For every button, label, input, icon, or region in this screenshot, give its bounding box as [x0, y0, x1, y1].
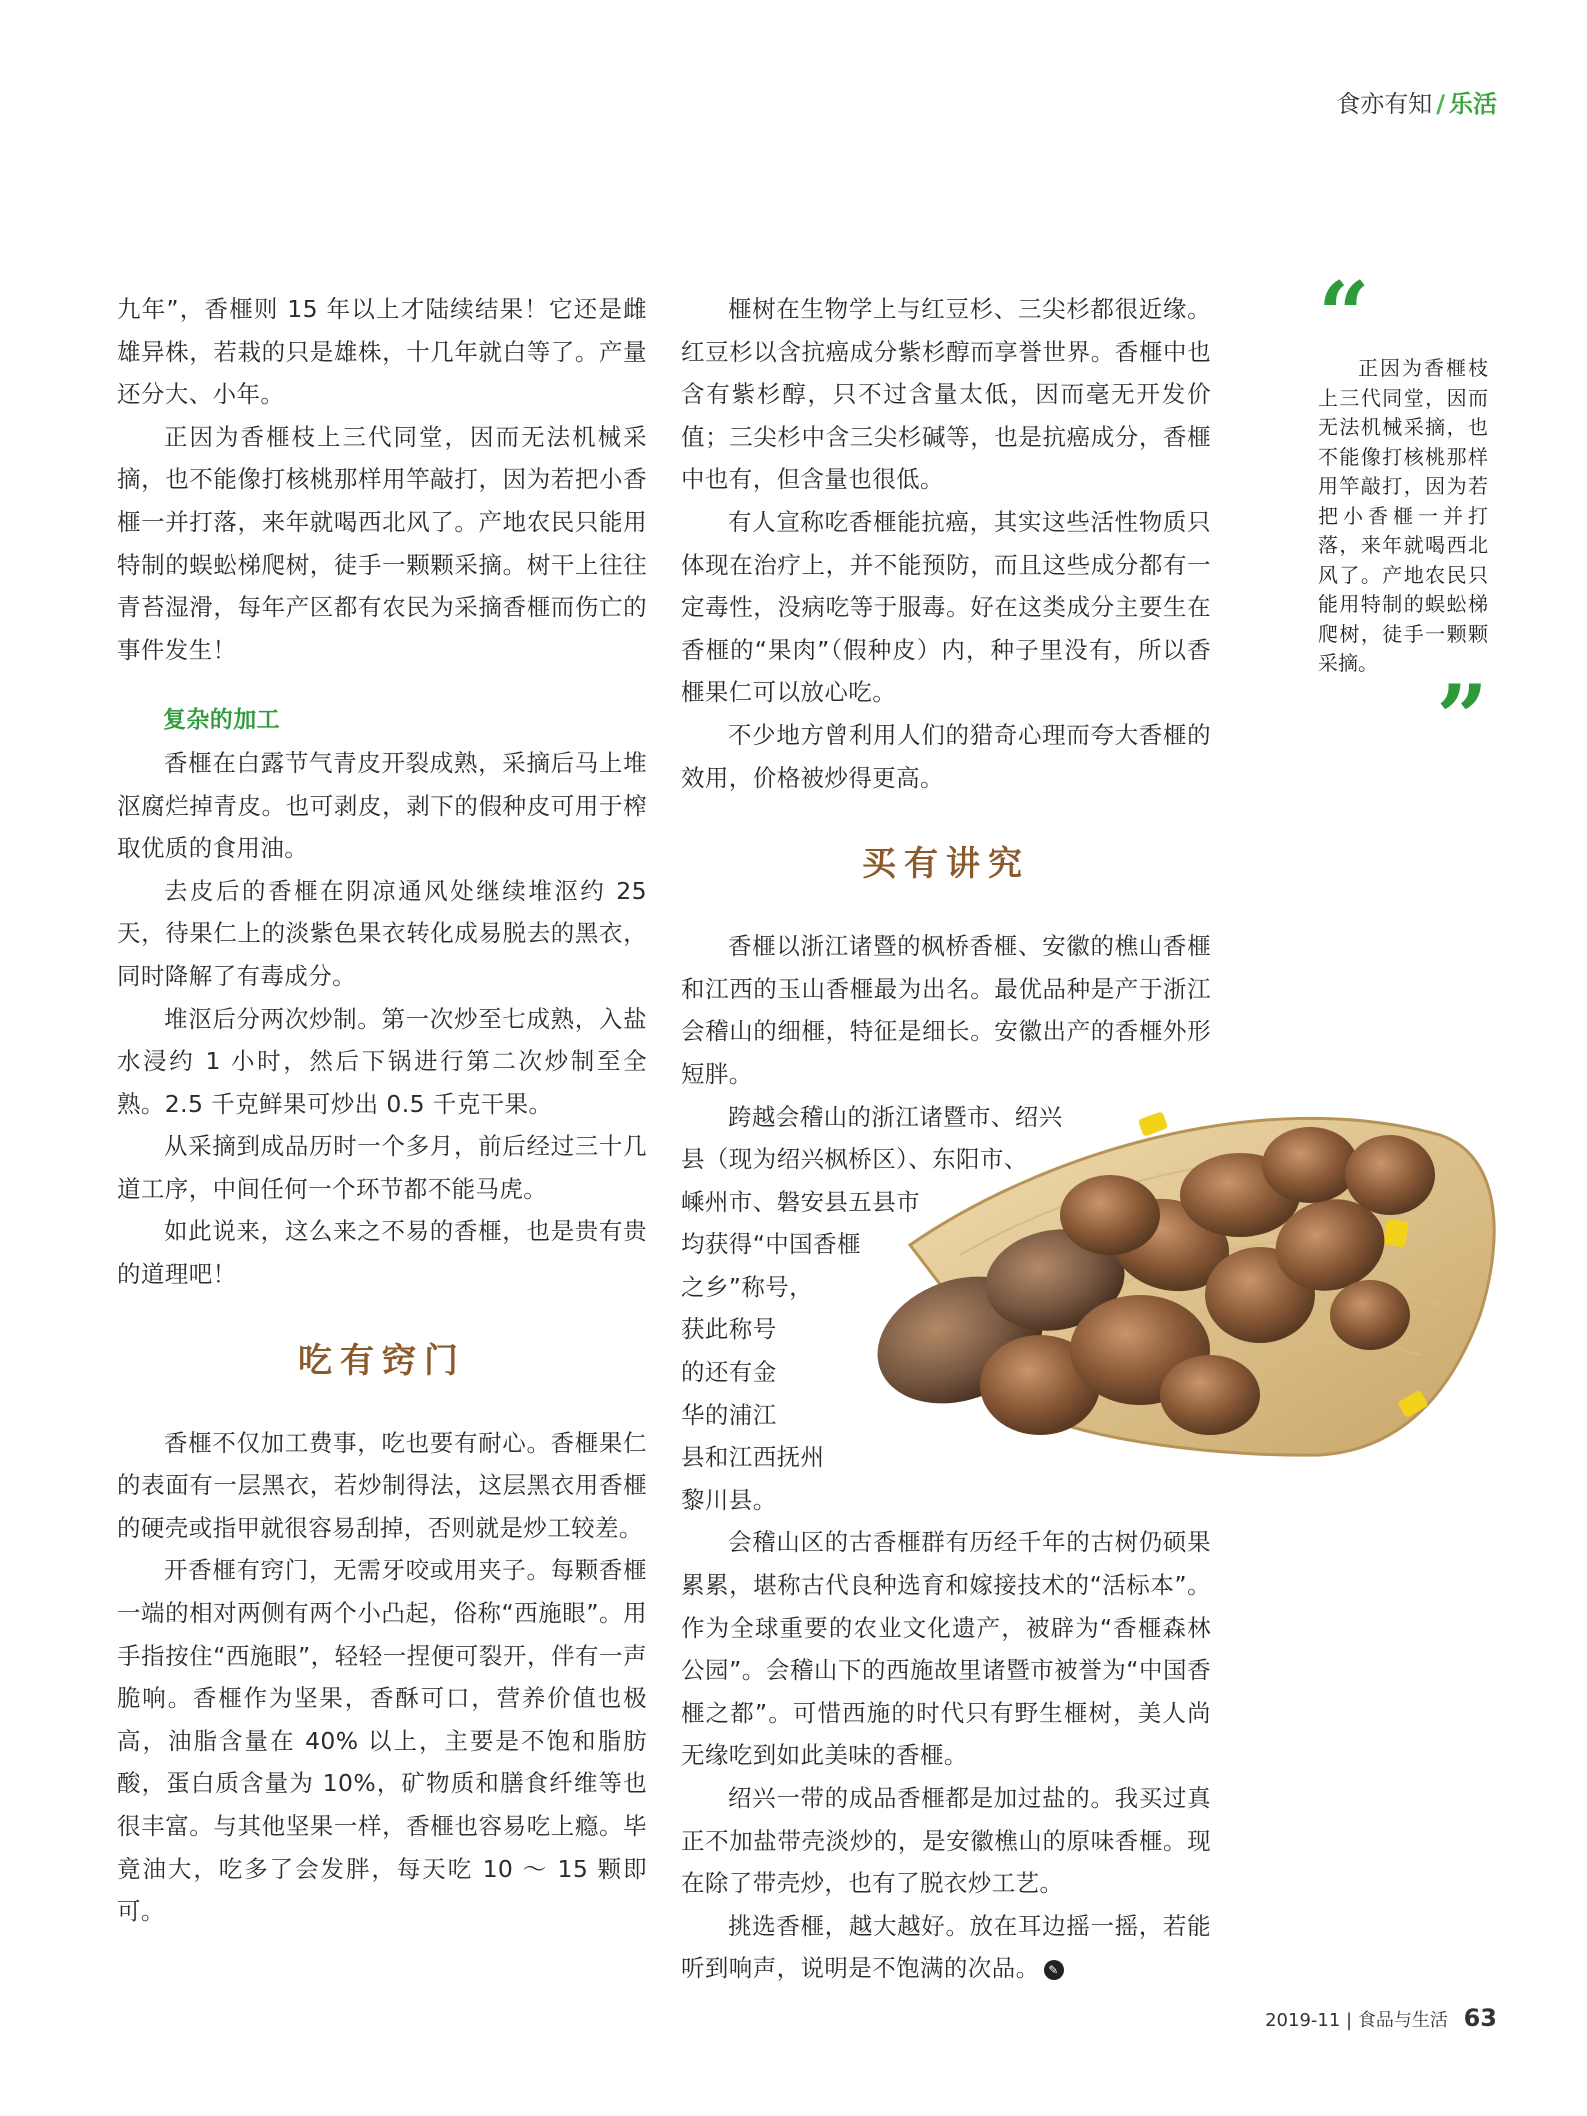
torreya-nuts-basket-image	[840, 1095, 1510, 1465]
wrap-line: 均获得“中国香榧	[681, 1230, 861, 1259]
wrap-line: 嵊州市、磐安县五县市	[681, 1187, 920, 1216]
section-title-eating: 吃有窍门	[298, 1340, 466, 1381]
issue-date: 2019-11	[1265, 2010, 1341, 2031]
end-mark-icon: ✎	[1044, 1960, 1064, 1980]
spacer	[117, 671, 647, 699]
subheading: 复杂的加工	[163, 707, 280, 734]
column-left	[117, 288, 647, 1933]
paragraph: 堆沤后分两次炒制。第一次炒至七成熟，入盐水浸约 1 小时，然后下锅进行第二次炒制至全熟。2.5 千克鲜果可炒出 0.5 千克干果。	[117, 1004, 647, 1118]
paragraph: 香榧在白露节气青皮开裂成熟，采摘后马上堆沤腐烂掉青皮。也可剥皮，剥下的假种皮可用于榨取优质的食用油。	[117, 748, 647, 863]
paragraph: 九年”，香榧则 15 年以上才陆续结果！它还是雌雄异株，若栽的只是雄株，十几年就白等了。产量还分大、小年。	[117, 295, 647, 409]
paragraph: 绍兴一带的成品香榧都是加过盐的。我买过真正不加盐带壳淡炒的，是安徽樵山的原味香榧。现在除了带壳炒，也有了脱衣炒工艺。	[681, 1784, 1211, 1898]
wrap-line: 跨越会稽山的浙江诸暨市、绍兴	[728, 1102, 1063, 1131]
paragraph: 如此说来，这么来之不易的香榧，也是贵有贵的道理吧！	[117, 1217, 647, 1289]
wrap-line: 华的浦江	[681, 1400, 777, 1429]
paragraph: 会稽山区的古香榧群有历经千年的古树仍硕果累累，堪称古代良种选育和嫁接技术的“活标本”。作为全球重要的农业文化遗产，被辟为“香榧森林公园”。会稽山下的西施故里诸暨市被誉为“中国香榧之都”。可惜西施的时代只有野生榧树，美人尚无缘吃到如此美味的香榧。	[681, 1528, 1211, 1770]
page-footer	[1265, 2004, 1497, 2032]
wrap-line: 县和江西抚州	[681, 1443, 825, 1472]
paragraph: 正因为香榧枝上三代同堂，因而无法机械采摘，也不能像打核桃那样用竿敲打，因为若把小香榧一并打落，来年就喝西北风了。产地农民只能用特制的蜈蚣梯爬树，徒手一颗颗采摘。树干上往往青苔湿滑，每年产区都有农民为采摘香榧而伤亡的事件发生！	[117, 422, 647, 664]
quote-close-icon: ”	[1436, 664, 1488, 771]
paragraph-text: 挑选香榧，越大越好。放在耳边摇一摇，若能听到响声，说明是不饱满的次品。	[681, 1911, 1211, 1983]
paragraph: 榧树在生物学上与红豆杉、三尖杉都很近缘。红豆杉以含抗癌成分紫杉醇而享誉世界。香榧中也含有紫杉醇，只不过含量太低，因而毫无开发价值；三尖杉中含三尖杉碱等，也是抗癌成分，香榧中也有，但含量也很低。	[681, 295, 1211, 494]
wrap-line: 黎川县。	[681, 1485, 777, 1514]
paragraph: 去皮后的香榧在阴凉通风处继续堆沤约 25 天，待果仁上的淡紫色果衣转化成易脱去的黑衣，同时降解了有毒成分。	[117, 876, 647, 990]
running-header	[1336, 84, 1497, 119]
paragraph: 香榧以浙江诸暨的枫桥香榧、安徽的樵山香榧和江西的玉山香榧最为出名。最优品种是产于浙江会稽山的细榧，特征是细长。安徽出产的香榧外形短胖。	[681, 932, 1211, 1088]
paragraph: 香榧不仅加工费事，吃也要有耐心。香榧果仁的表面有一层黑衣，若炒制得法，这层黑衣用香榧的硬壳或指甲就很容易刮掉，否则就是炒工较差。	[117, 1428, 647, 1542]
wrap-line: 获此称号	[681, 1315, 777, 1344]
wrap-line: 之乡”称号，	[681, 1272, 814, 1301]
page-number: 63	[1463, 2004, 1497, 2032]
paragraph: 有人宣称吃香榧能抗癌，其实这些活性物质只体现在治疗上，并不能预防，而且这些成分都有一定毒性，没病吃等于服毒。好在这类成分主要生在香榧的“果肉”（假种皮）内，种子里没有，所以香榧果仁可以放心吃。	[681, 507, 1211, 707]
paragraph	[681, 1905, 1211, 1990]
wrap-line: 的还有金	[681, 1358, 777, 1387]
magazine-name: 食品与生活	[1357, 2010, 1448, 2031]
section-tag: 乐活	[1449, 90, 1497, 118]
pull-quote-text: 正因为香榧枝上三代同堂，因而无法机械采摘，也不能像打核桃那样用竿敲打，因为若把小香榧一并打落，来年就喝西北风了。产地农民只能用特制的蜈蚣梯爬树，徒手一颗颗采摘。	[1318, 356, 1488, 675]
paragraph: 不少地方曾利用人们的猎奇心理而夸大香榧的效用，价格被炒得更高。	[681, 720, 1211, 792]
wrap-line: 县（现为绍兴枫桥区）、东阳市、	[681, 1145, 1028, 1174]
paragraph: 从采摘到成品历时一个多月，前后经过三十几道工序，中间任何一个环节都不能马虎。	[117, 1132, 647, 1203]
section-title-buying: 买有讲究	[862, 844, 1030, 885]
pull-quote	[1318, 262, 1488, 771]
header-separator: /	[1436, 90, 1445, 118]
footer-divider: |	[1346, 2010, 1353, 2031]
paragraph: 开香榧有窍门，无需牙咬或用夹子。每颗香榧一端的相对两侧有两个小凸起，俗称“西施眼”。用手指按住“西施眼”，轻轻一捏便可裂开，伴有一声脆响。香榧作为坚果，香酥可口，营养价值也极高，油脂含量在 40% 以上，主要是不饱和脂肪酸，蛋白质含量为 10%，矿物质和膳食纤维等也很丰富。与其他坚果一样，香榧也容易吃上瘾。毕竟油大，吃多了会发胖，每天吃 10 ～ 15 颗即可。	[117, 1556, 647, 1926]
section-name: 食亦有知	[1336, 90, 1433, 118]
quote-open-icon: “	[1318, 262, 1370, 368]
